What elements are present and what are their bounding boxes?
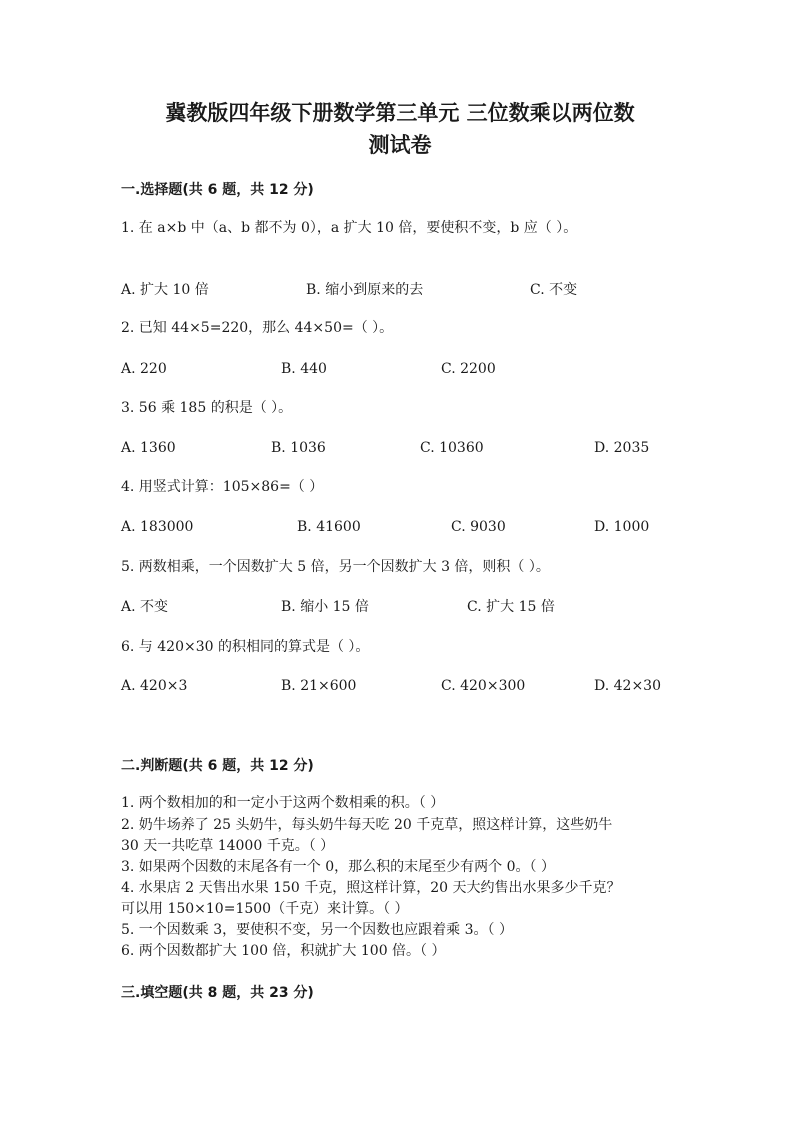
judgment-line-6: 可以用 150×10=1500（千克）来计算。（ ） <box>121 901 409 917</box>
section-heading-true-false: 二.判断题(共 6 题，共 12 分) <box>121 758 314 774</box>
judgment-line-8: 6. 两个因数都扩大 100 倍，积就扩大 100 倍。（ ） <box>121 943 446 959</box>
section-heading-multiple-choice: 一.选择题(共 6 题，共 12 分) <box>121 182 314 198</box>
q3-option-c: C. 10360 <box>420 440 484 456</box>
q4-option-c: C. 9030 <box>451 519 506 535</box>
page-title-line-1: 冀教版四年级下册数学第三单元 三位数乘以两位数 <box>165 101 635 125</box>
question-3: 3. 56 乘 185 的积是（ ）。 <box>121 400 293 416</box>
judgment-line-7: 5. 一个因数乘 3，要使积不变，另一个因数也应跟着乘 3。（ ） <box>121 922 513 938</box>
judgment-line-2: 2. 奶牛场养了 25 头奶牛，每头奶牛每天吃 20 千克草，照这样计算，这些奶牛 <box>121 817 613 833</box>
q5-option-c: C. 扩大 15 倍 <box>467 599 555 615</box>
judgment-line-4: 3. 如果两个因数的末尾各有一个 0，那么积的末尾至少有两个 0。（ ） <box>121 859 555 875</box>
question-1: 1. 在 a×b 中（a、b 都不为 0），a 扩大 10 倍，要使积不变，b 应（ ）。 <box>121 220 578 236</box>
judgment-line-5: 4. 水果店 2 天售出水果 150 千克，照这样计算，20 天大约售出水果多少千克？ <box>121 880 621 896</box>
q6-option-a: A. 420×3 <box>121 678 188 694</box>
q2-option-c: C. 2200 <box>441 361 496 377</box>
judgment-line-1: 1. 两个数相加的和一定小于这两个数相乘的积。（ ） <box>121 795 445 811</box>
q4-option-a: A. 183000 <box>121 519 194 535</box>
q1-option-a: A. 扩大 10 倍 <box>121 282 209 298</box>
question-5: 5. 两数相乘，一个因数扩大 5 倍，另一个因数扩大 3 倍，则积（ ）。 <box>121 559 550 575</box>
page-title-line-2: 测试卷 <box>368 133 432 157</box>
judgment-line-3: 30 天一共吃草 14000 千克。（ ） <box>121 838 335 854</box>
q4-option-b: B. 41600 <box>297 519 361 535</box>
q1-option-b: B. 缩小到原来的去 <box>306 282 424 298</box>
q3-option-d: D. 2035 <box>594 440 650 456</box>
question-4: 4. 用竖式计算：105×86=（ ） <box>121 479 324 495</box>
q5-option-b: B. 缩小 15 倍 <box>281 599 369 615</box>
q2-option-a: A. 220 <box>121 361 167 377</box>
q6-option-c: C. 420×300 <box>441 678 526 694</box>
q3-option-b: B. 1036 <box>271 440 326 456</box>
question-2: 2. 已知 44×5=220，那么 44×50=（ ）。 <box>121 320 394 336</box>
question-6: 6. 与 420×30 的积相同的算式是（ ）。 <box>121 639 370 655</box>
q6-option-b: B. 21×600 <box>281 678 357 694</box>
q4-option-d: D. 1000 <box>594 519 650 535</box>
q3-option-a: A. 1360 <box>121 440 176 456</box>
section-heading-fill-in: 三.填空题(共 8 题，共 23 分) <box>121 985 314 1001</box>
q1-option-c: C. 不变 <box>530 282 578 298</box>
q6-option-d: D. 42×30 <box>594 678 661 694</box>
q2-option-b: B. 440 <box>281 361 327 377</box>
q5-option-a: A. 不变 <box>121 599 169 615</box>
